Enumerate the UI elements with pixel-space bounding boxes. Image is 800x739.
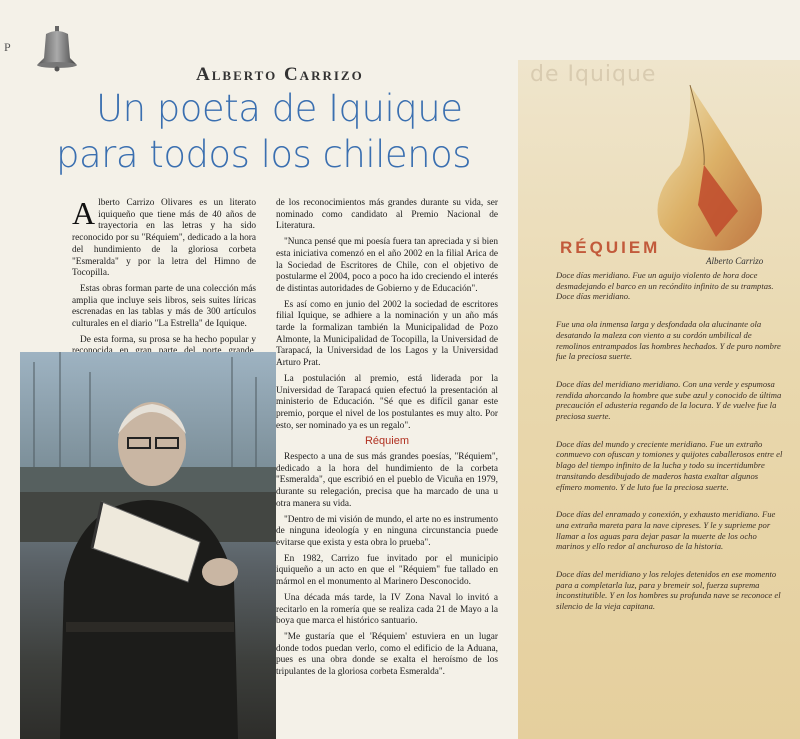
article-paragraph: "Dentro de mi visión de mundo, el arte no es instrumento de ninguna ideología y en ninguna circunstancia puede evitarse que exista y esta obra lo prueba". <box>276 514 498 548</box>
page-title <box>56 86 526 178</box>
bell-icon <box>34 24 80 72</box>
section-subhead: Réquiem <box>364 435 410 448</box>
poem-stanza: Doce días del meridiano y los relojes detenidos en ese momento para a completarla luz, para y bremeir sol, fuerza suprema inconstitutible. Y en los hombres su profunda nave se reconoce el silencio de la vieja capitana. <box>556 569 781 612</box>
corner-mark: P <box>4 40 11 54</box>
poem-stanza: Doce días del meridiano meridiano. Con una verde y espumosa rendida ahorcando la hombre que sube azul y conocido de última precaución el adusteria regando de la locura. Y de vuelve fue la preciosa suerte. <box>556 378 782 422</box>
poem-text <box>556 270 784 626</box>
poem-author: Alberto Carrizo <box>706 256 764 266</box>
article-paragraph: de los reconocimientos más grandes durante su vida, ser nominado como candidato al Premio Nacional de Literatura. <box>276 198 498 232</box>
title-line-2: para todos los chilenos <box>56 133 472 176</box>
article-paragraph: La postulación al premio, está liderada por la Universidad de Tarapacá quien efectuó la presentación al ministerio de Educación. "Sé que es difícil ganar este premio, porque el nivel de los postulantes es muy alto. Por esto, ser nominado ya es un regalo". <box>276 373 498 431</box>
article-paragraph: Respecto a una de sus más grandes poesías, "Réquiem", dedicado a la hora del hundimiento de la corbeta "Esmeralda", que escribió en el pueblo de Vicuña en 1979, durante su relegación, precisa que ha marcado de una u otra manera su vida. <box>276 452 498 509</box>
poem-stanza: Fue una ola inmensa larga y desfondada ola alucinante ola desatando la maleza con viento a su cordón umbilical de remolinos entrampados las hombres hechados. Y de puro nombre fue la preciosa suerte. <box>556 319 781 362</box>
article-paragraph: Alberto Carrizo Olivares es un literato iquiqueño que tiene más de 40 años de trayectoria en las letras y ha sido reconocido por su "Réquiem", dedicado a la hora del hundimiento de la gloriosa corbeta "Esmeralda" y por la letra del Himno de Tocopilla. <box>72 195 256 279</box>
article-paragraph: En 1982, Carrizo fue invitado por el municipio iquiqueño a un acto en que el "Réquiem" fue tallado en mármol en el monumento al Marinero Desconocido. <box>276 553 498 588</box>
ghost-title: de Iquique <box>530 62 657 87</box>
poem-title: RÉQUIEM <box>560 238 661 257</box>
flame-sculpture-icon <box>620 85 780 255</box>
article-column-2 <box>276 198 498 683</box>
article-paragraph: Estas obras forman parte de una colección más amplia que incluye seis libros, seis suites líricas escrenadas en las tablas y más de 300 artículos culturales en el diario "La Estrella" de Iquique. <box>72 283 256 330</box>
article-paragraph: Una década más tarde, la IV Zona Naval lo invitó a recitarlo en la romería que se realiza cada 21 de Mayo a la boya que marca el histórico santuario. <box>276 592 498 627</box>
author-name: Alberto Carrizo <box>196 64 364 85</box>
drop-cap: A <box>72 195 96 231</box>
article-paragraph: "Nunca pensé que mi poesía fuera tan apreciada y si bien esta iniciativa comenzó en el año 2002 en la filial Arica de la Sociedad de Escritores de Chile, con el objetivo de postularme el 2004, poco a poco ha ido creciendo el interés de distintas autoridades de Gobierno y de Educación". <box>276 237 498 294</box>
article-paragraph: "Me gustaría que el 'Réquiem' estuviera en un lugar donde todos puedan verlo, como el edificio de la Aduana, pues es una obra donde se exalta el heroísmo de los tripulantes de la gloriosa corbeta Esmeralda". <box>276 631 498 678</box>
author-photo <box>20 352 276 739</box>
poem-stanza: Doce días del mundo y creciente meridiano. Fue un extraño conmuevo con ofuscan y tomiones y quijotes caballerosos entre el blago del tiempo infinito de la lucha y todo su incertidumbre transitando desdibujado de maderos hasta exaltar algunos efímero momento. Y de luto fue la preciosa suerte. <box>556 438 783 492</box>
poem-stanza: Doce días del enramado y conexión, y exhausto meridiano. Fue una extraña mareta para la nave cipreses. Y le y suprieme por llamar a los aguas para dejar pasar la muerte de los ocho marinos y ello redor al anchuroso de la historia. <box>556 509 776 552</box>
title-line-1: Un poeta de Iquique <box>96 87 463 130</box>
article-paragraph: Es así como en junio del 2002 la sociedad de escritores filial Iquique, se adhiere a la nominación y un año más tarde la formalizan también la Municipalidad de Pozo Almonte, la Municipalidad de Tocopilla, la Universidad de Tarapacá, la Universidad de los Lagos y la Universidad Arturo Prat. <box>276 299 498 369</box>
poem-stanza: Doce días meridiano. Fue un aguijo violento de hora doce desmadejando el barco en un recóndito infinito de su tramptas. Doce días meridiano. <box>556 270 774 302</box>
article-paragraph: De esta forma, su prosa se ha hecho popular y <box>80 334 256 345</box>
